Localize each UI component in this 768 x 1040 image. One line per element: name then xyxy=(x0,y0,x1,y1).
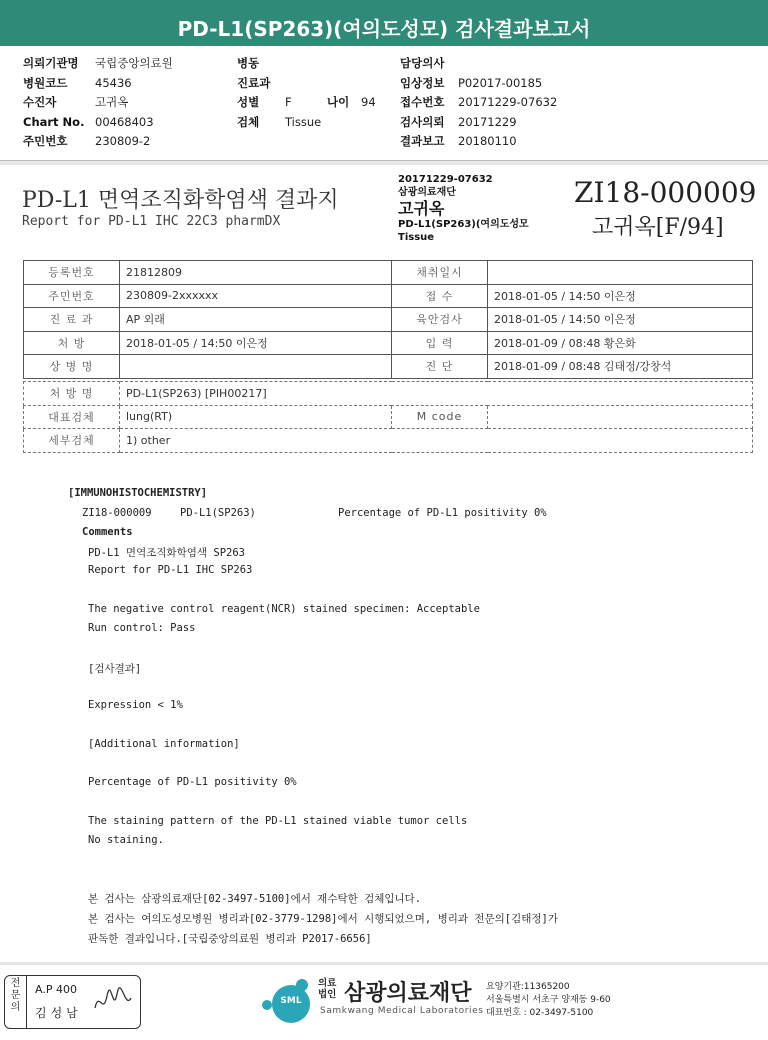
report-header-title: PD-L1(SP263)(여의도성모) 검사결과보고서 xyxy=(177,17,591,41)
table-value: 1) other xyxy=(120,429,753,453)
info-value: 00468403 xyxy=(95,114,154,129)
info-label-age: 나이 xyxy=(327,95,350,109)
info-label: 접수번호 xyxy=(400,95,445,109)
info-label: 담당의사 xyxy=(400,56,445,70)
org-info-line: 서울특별시 서초구 양재동 9-60 xyxy=(486,995,611,1005)
zi-number: ZI18-000009 xyxy=(574,176,757,209)
table-row xyxy=(24,308,753,332)
label-line: 삼광의료재단 xyxy=(398,186,456,198)
org-type-line: 의료 xyxy=(318,978,337,989)
table-row xyxy=(24,355,753,379)
info-label: Chart No. xyxy=(23,114,85,129)
info-label: 검체 xyxy=(237,114,260,129)
comment-line: [검사결과] xyxy=(88,663,142,675)
org-type-line: 법인 xyxy=(318,989,337,1000)
table-row xyxy=(24,331,753,355)
org-info-line: 요양기관:11365200 xyxy=(486,982,570,992)
footer-divider xyxy=(0,962,768,965)
info-label: 주민번호 xyxy=(23,134,68,148)
info-value: 고귀옥 xyxy=(95,95,129,109)
table-label: 등록번호 xyxy=(24,261,120,285)
zi-patient: 고귀옥[F/94] xyxy=(592,215,724,240)
stamp-line-1: A.P 400 xyxy=(35,983,77,996)
info-value: F xyxy=(285,95,292,109)
table-label: M code xyxy=(392,405,488,429)
zi-ref: ZI18-000009 xyxy=(82,507,152,519)
table-value: PD-L1(SP263) [PIH00217] xyxy=(120,382,753,406)
comments-heading: Comments xyxy=(82,526,133,538)
table-value: 2018-01-09 / 08:48 황은화 xyxy=(488,331,753,355)
stamp-vertical-text: 전문의 xyxy=(10,978,21,1013)
table-value: 2018-01-05 / 14:50 이은정 xyxy=(488,308,753,332)
table-row xyxy=(24,261,753,285)
test-name: PD-L1(SP263) xyxy=(180,507,256,519)
table-label: 진 단 xyxy=(392,355,488,379)
table-value: 2018-01-05 / 14:50 이은정 xyxy=(120,331,392,355)
note-line: 본 검사는 삼광의료재단[02-3497-5100]에서 재수탁한 검체입니다. xyxy=(88,893,422,905)
note-line: 본 검사는 여의도성모병원 병리과[02-3779-1298]에서 시행되었으며, 병리과 전문의[김태정]가 xyxy=(88,913,558,925)
info-value: Tissue xyxy=(285,114,322,129)
org-info-line: 대표번호 : 02-3497-5100 xyxy=(486,1008,594,1018)
comment-line: Run control: Pass xyxy=(88,622,196,634)
table-value xyxy=(488,261,753,285)
table-value: lung(RT) xyxy=(120,405,392,429)
comment-line: No staining. xyxy=(88,834,164,846)
info-label: 결과보고 xyxy=(400,134,445,148)
specimen-label xyxy=(398,174,529,244)
logo-dot-icon xyxy=(262,1000,272,1010)
info-column-1 xyxy=(23,54,223,152)
info-value: 230809-2 xyxy=(95,134,151,148)
info-label: 검사의뢰 xyxy=(400,114,445,129)
comment-line: The negative control reagent(NCR) stained specimen: Acceptable xyxy=(88,603,480,615)
comment-line: PD-L1 면역조직화학염색 SP263 xyxy=(88,547,246,559)
label-line: PD-L1(SP263)(여의도성모 xyxy=(398,219,529,230)
registration-table xyxy=(23,260,753,379)
positivity-summary: Percentage of PD-L1 positivity 0% xyxy=(338,507,547,519)
comment-line: Report for PD-L1 IHC SP263 xyxy=(88,564,253,576)
table-value: 2018-01-09 / 08:48 김태정/강창석 xyxy=(488,355,753,379)
logo-text: SML xyxy=(280,996,302,1006)
table-value: 21812809 xyxy=(120,261,392,285)
table-row xyxy=(24,284,753,308)
table-label: 대표검체 xyxy=(24,405,120,429)
info-label: 성별 xyxy=(237,95,260,109)
table-label: 처 방 명 xyxy=(24,382,120,406)
table-value: 2018-01-05 / 14:50 이은정 xyxy=(488,284,753,308)
org-name: 삼광의료재단 xyxy=(344,981,472,1006)
table-value: AP 외래 xyxy=(120,308,392,332)
report-header xyxy=(0,0,768,46)
table-label: 세부검체 xyxy=(24,429,120,453)
comment-line: [Additional information] xyxy=(88,738,240,750)
table-value xyxy=(120,355,392,379)
info-label: 의뢰기관명 xyxy=(23,56,79,70)
label-line: 20171229-07632 xyxy=(398,174,493,185)
stamp-vertical-label xyxy=(5,976,27,1028)
signature-icon xyxy=(91,986,135,1020)
sml-logo-icon xyxy=(272,985,310,1023)
info-value-age: 94 xyxy=(361,95,376,109)
info-column-3 xyxy=(400,54,600,152)
info-value: 45436 xyxy=(95,75,132,90)
info-label: 병동 xyxy=(237,56,260,70)
table-label: 입 력 xyxy=(392,331,488,355)
org-contact xyxy=(486,981,611,1020)
table-label: 육안검사 xyxy=(392,308,488,332)
info-label: 진료과 xyxy=(237,75,271,90)
table-row xyxy=(24,429,753,453)
info-value: 국립중앙의료원 xyxy=(95,56,173,70)
pathologist-stamp xyxy=(4,975,141,1029)
comment-line: Percentage of PD-L1 positivity 0% xyxy=(88,776,297,788)
info-value: 20171229 xyxy=(458,114,517,129)
comment-line: The staining pattern of the PD-L1 stained viable tumor cells xyxy=(88,815,468,827)
stamp-line-2: 김성남 xyxy=(35,1006,82,1020)
section-divider xyxy=(0,160,768,165)
info-value: 20171229-07632 xyxy=(458,95,558,109)
table-row xyxy=(24,382,753,406)
info-label: 임상정보 xyxy=(400,75,445,90)
info-column-2 xyxy=(237,54,397,132)
org-type xyxy=(318,978,336,1000)
comment-line: Expression < 1% xyxy=(88,699,183,711)
section-heading: [IMMUNOHISTOCHEMISTRY] xyxy=(68,487,208,499)
note-line: 판독한 결과입니다.[국립중앙의료원 병리과 P2017-6656] xyxy=(88,933,372,945)
table-label: 주민번호 xyxy=(24,284,120,308)
report-title: PD-L1 면역조직화학염색 결과지 xyxy=(22,188,339,213)
table-label: 접 수 xyxy=(392,284,488,308)
info-value: P02017-00185 xyxy=(458,75,543,90)
table-row xyxy=(24,405,753,429)
table-label: 진 료 과 xyxy=(24,308,120,332)
report-subtitle: Report for PD-L1 IHC 22C3 pharmDX xyxy=(22,214,281,229)
table-value: 230809-2xxxxxx xyxy=(120,284,392,308)
info-label: 수진자 xyxy=(23,95,57,109)
specimen-table xyxy=(23,381,753,453)
table-label: 처 방 xyxy=(24,331,120,355)
label-line: 고귀옥 xyxy=(398,199,445,218)
table-label: 채취일시 xyxy=(392,261,488,285)
info-label: 병원코드 xyxy=(23,75,68,90)
org-english-name: Samkwang Medical Laboratories xyxy=(320,1006,484,1016)
label-line: Tissue xyxy=(398,231,435,243)
table-label: 상 병 명 xyxy=(24,355,120,379)
info-value: 20180110 xyxy=(458,134,517,148)
table-value xyxy=(488,405,753,429)
